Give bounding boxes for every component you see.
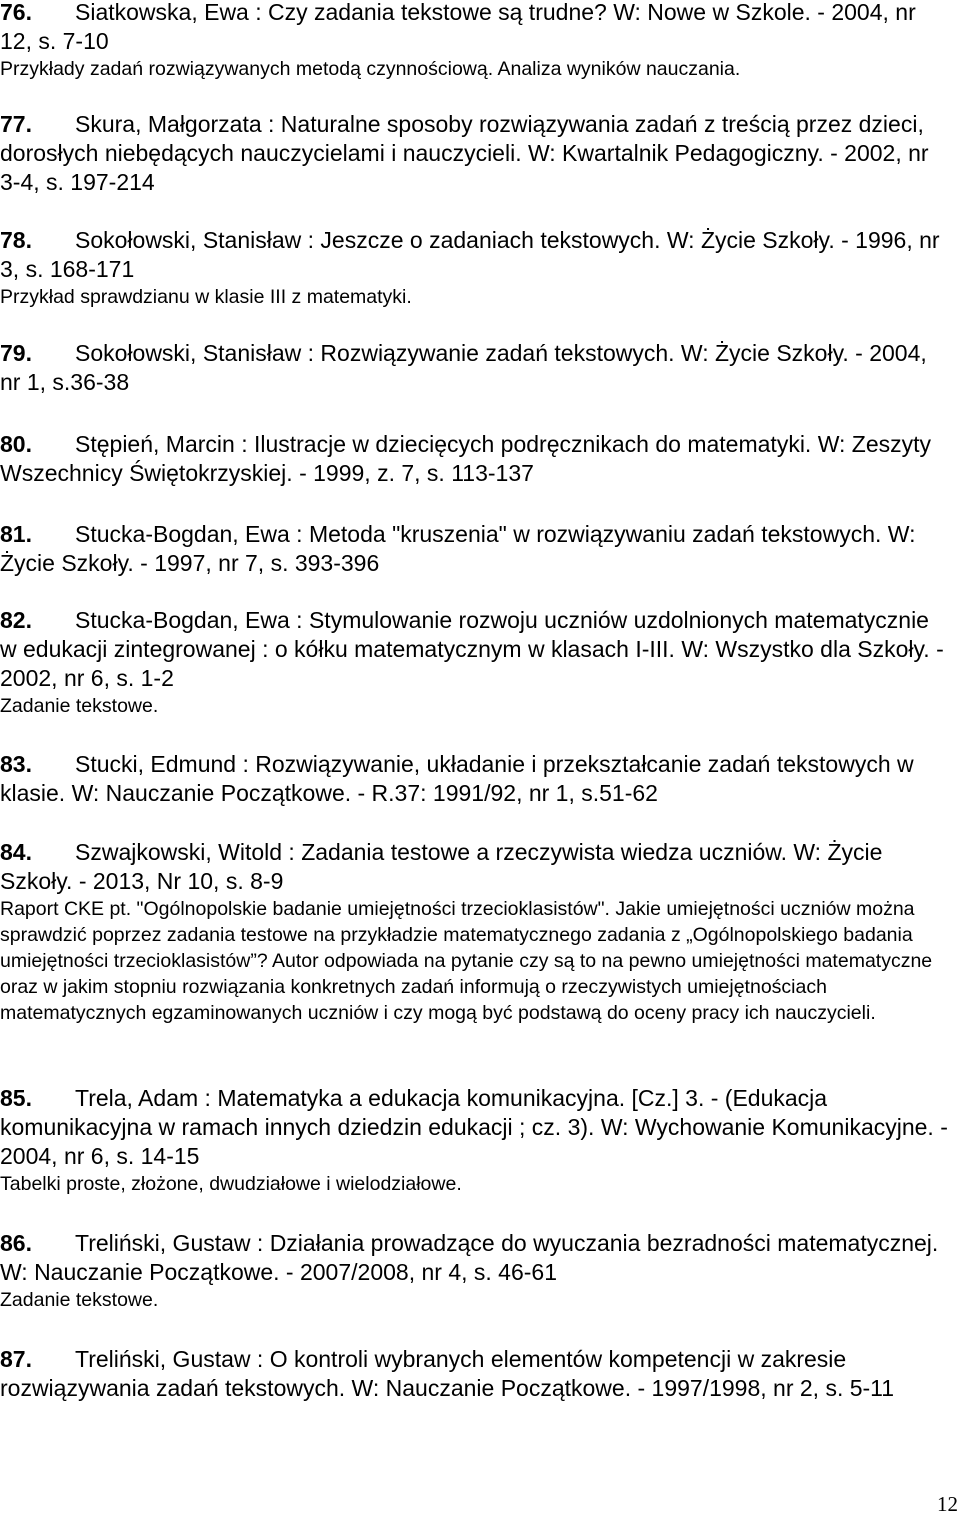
entry-note: Zadanie tekstowe. — [0, 1289, 159, 1311]
bibliography-entry-79 — [0, 339, 950, 397]
entry-note: Przykład sprawdzianu w klasie III z matematyki. — [0, 286, 412, 308]
entry-number: 82. — [0, 607, 32, 633]
bibliography-entry-84 — [0, 838, 950, 1026]
entry-note: Raport CKE pt. "Ogólnopolskie badanie umiejętności trzecioklasistów". Jakie umiejętności uczniów można sprawdzić poprzez zadania testowe na przykładzie matematycznego zadania z „Ogólnopolskiego badania umiejętności trzecioklasistów”? Autor odpowiada na pytanie czy są to na pewno umiejętności matematyczne oraz w jakim stopniu rozwiązania konkretnych zadań informują o rzeczywistych umiejętnościach matematycznych egzaminowanych uczniów i czy mogą być podstawą do oceny pracy ich nauczycieli. — [0, 898, 933, 1024]
entry-number: 79. — [0, 340, 32, 366]
entry-citation: Siatkowska, Ewa : Czy zadania tekstowe są trudne? W: Nowe w Szkole. - 2004, nr 12, s. 7-10 — [0, 0, 916, 54]
bibliography-entry-81 — [0, 520, 950, 578]
entry-citation: Trela, Adam : Matematyka a edukacja komunikacyjna. [Cz.] 3. - (Edukacja komunikacyjna w ramach innych dziedzin edukacji ; cz. 3). W: Wychowanie Komunikacyjne. - 2004, nr 6, s. 14-15 — [0, 1085, 948, 1169]
entry-citation: Stępień, Marcin : Ilustracje w dziecięcych podręcznikach do matematyki. W: Zeszyty Wszechnicy Świętokrzyskiej. - 1999, z. 7, s. 113-137 — [0, 431, 932, 486]
bibliography-entry-83 — [0, 750, 950, 808]
entry-citation: Treliński, Gustaw : O kontroli wybranych elementów kompetencji w zakresie rozwiązywania zadań tekstowych. W: Nauczanie Początkowe. - 1997/1998, nr 2, s. 5-11 — [0, 1346, 895, 1401]
page-number: 12 — [937, 1492, 958, 1516]
entry-number: 81. — [0, 521, 32, 547]
entry-number: 83. — [0, 751, 32, 777]
entry-note: Przykłady zadań rozwiązywanych metodą czynnościową. Analiza wyników nauczania. — [0, 58, 741, 80]
entry-citation: Stucka-Bogdan, Ewa : Stymulowanie rozwoju uczniów uzdolnionych matematycznie w edukacji zintegrowanej : o kółku matematycznym w klasach I-III. W: Wszystko dla Szkoły. - 2002, nr 6, s. 1-2 — [0, 607, 944, 691]
entry-number: 87. — [0, 1346, 32, 1372]
bibliography-entry-85 — [0, 1084, 950, 1197]
entry-citation: Sokołowski, Stanisław : Jeszcze o zadaniach tekstowych. W: Życie Szkoły. - 1996, nr 3, s. 168-171 — [0, 227, 940, 282]
entry-citation: Stucka-Bogdan, Ewa : Metoda "kruszenia" w rozwiązywaniu zadań tekstowych. W: Życie Szkoły. - 1997, nr 7, s. 393-396 — [0, 521, 916, 576]
entry-number: 86. — [0, 1230, 32, 1256]
entry-number: 78. — [0, 227, 32, 253]
bibliography-entry-82 — [0, 606, 950, 719]
entry-citation: Szwajkowski, Witold : Zadania testowe a rzeczywista wiedza uczniów. W: Życie Szkoły. - 2013, Nr 10, s. 8-9 — [0, 839, 883, 894]
entry-note: Tabelki proste, złożone, dwudziałowe i wielodziałowe. — [0, 1173, 462, 1195]
entry-number: 80. — [0, 431, 32, 457]
entry-citation: Sokołowski, Stanisław : Rozwiązywanie zadań tekstowych. W: Życie Szkoły. - 2004, nr 1, s.36-38 — [0, 340, 927, 395]
bibliography-entry-80 — [0, 430, 950, 488]
entry-citation: Treliński, Gustaw : Działania prowadzące do wyuczania bezradności matematycznej. W: Nauczanie Początkowe. - 2007/2008, nr 4, s. 46-61 — [0, 1230, 939, 1285]
entry-citation: Skura, Małgorzata : Naturalne sposoby rozwiązywania zadań z treścią przez dzieci, dorosłych niebędących nauczycielami i nauczycieli. W: Kwartalnik Pedagogiczny. - 2002, nr 3-4, s. 197-214 — [0, 111, 929, 195]
entry-number: 77. — [0, 111, 32, 137]
bibliography-entry-87 — [0, 1345, 950, 1403]
entry-number: 76. — [0, 0, 32, 25]
bibliography-entry-77 — [0, 110, 950, 197]
bibliography-entry-76 — [0, 0, 950, 82]
entry-note: Zadanie tekstowe. — [0, 695, 159, 717]
entry-number: 85. — [0, 1085, 32, 1111]
bibliography-entry-78 — [0, 226, 950, 310]
entry-citation: Stucki, Edmund : Rozwiązywanie, układanie i przekształcanie zadań tekstowych w klasie. W: Nauczanie Początkowe. - R.37: 1991/92, nr 1, s.51-62 — [0, 751, 914, 806]
entry-number: 84. — [0, 839, 32, 865]
bibliography-entry-86 — [0, 1229, 950, 1313]
